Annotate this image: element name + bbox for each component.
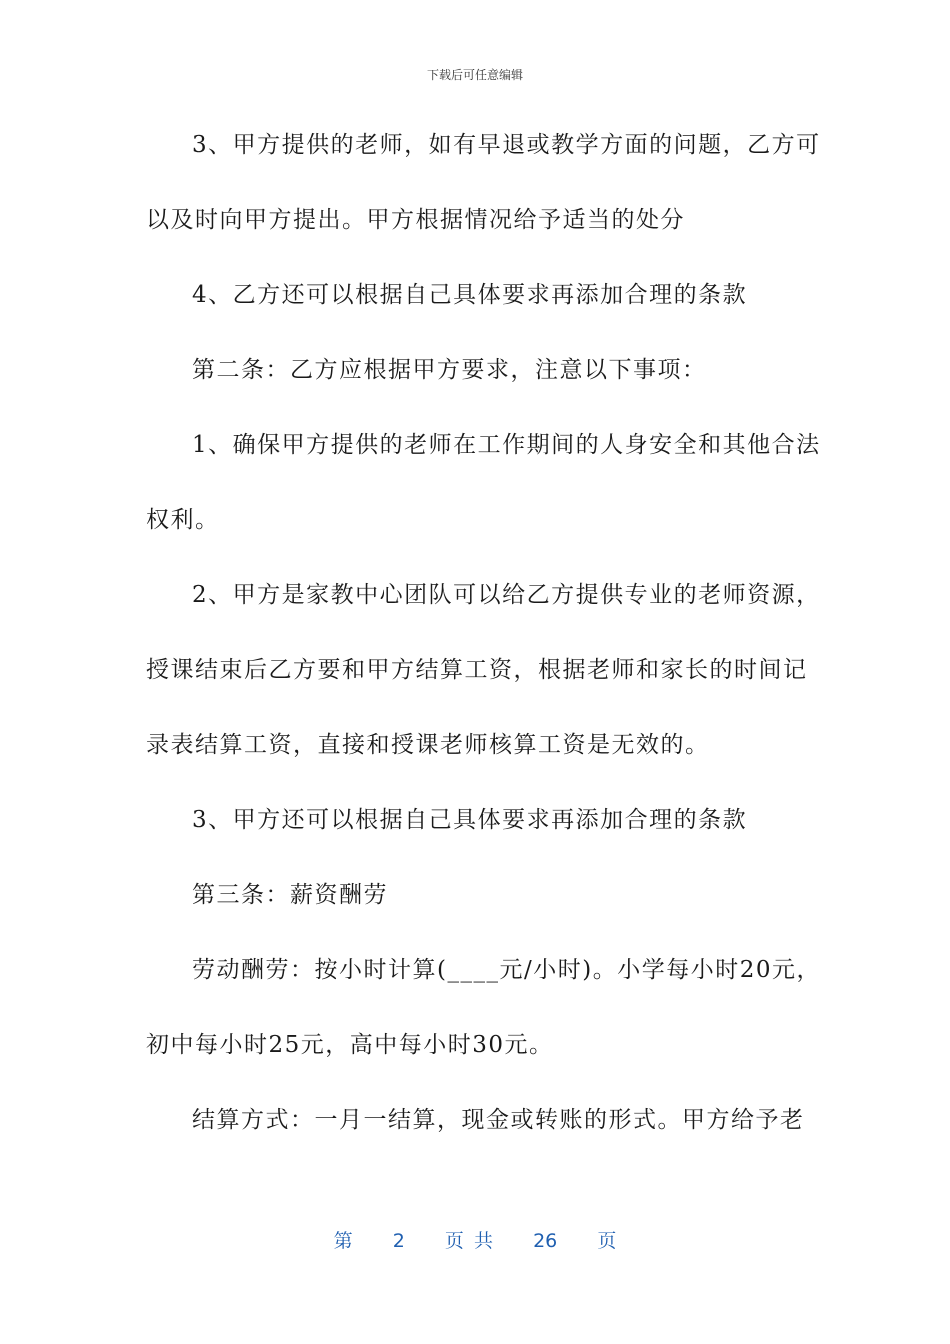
footer-label-page: 第 [333,1230,353,1252]
body-line: 结算方式：一月一结算，现金或转账的形式。甲方给予老 [192,1107,805,1133]
body-line: 权利。 [146,507,220,533]
body-line: 初中每小时25元，高中每小时30元。 [146,1032,554,1058]
body-line: 录表结算工资，直接和授课老师核算工资是无效的。 [146,732,710,758]
footer-current-page: 2 [392,1230,405,1252]
footer-label-of: 页 共 [444,1230,493,1252]
body-line: 3、甲方提供的老师，如有早退或教学方面的问题，乙方可 [192,132,821,158]
body-line: 1、确保甲方提供的老师在工作期间的人身安全和其他合法 [192,432,821,458]
footer-label-end: 页 [597,1230,617,1252]
footer-total-pages: 26 [533,1230,558,1252]
body-line: 第三条：薪资酬劳 [192,882,388,908]
body-line: 授课结束后乙方要和甲方结算工资，根据老师和家长的时间记 [146,657,808,683]
body-line: 4、乙方还可以根据自己具体要求再添加合理的条款 [192,282,748,308]
body-line: 3、甲方还可以根据自己具体要求再添加合理的条款 [192,807,748,833]
document-body [146,108,821,1158]
body-line: 2、甲方是家教中心团队可以给乙方提供专业的老师资源， [192,582,821,608]
body-line: 第二条：乙方应根据甲方要求，注意以下事项： [192,357,707,383]
page-footer [0,1226,950,1253]
body-line: 劳动酬劳：按小时计算(____元/小时)。小学每小时20元， [192,957,821,983]
body-line: 以及时向甲方提出。甲方根据情况给予适当的处分 [146,207,685,233]
header-note: 下载后可任意编辑 [426,68,523,82]
